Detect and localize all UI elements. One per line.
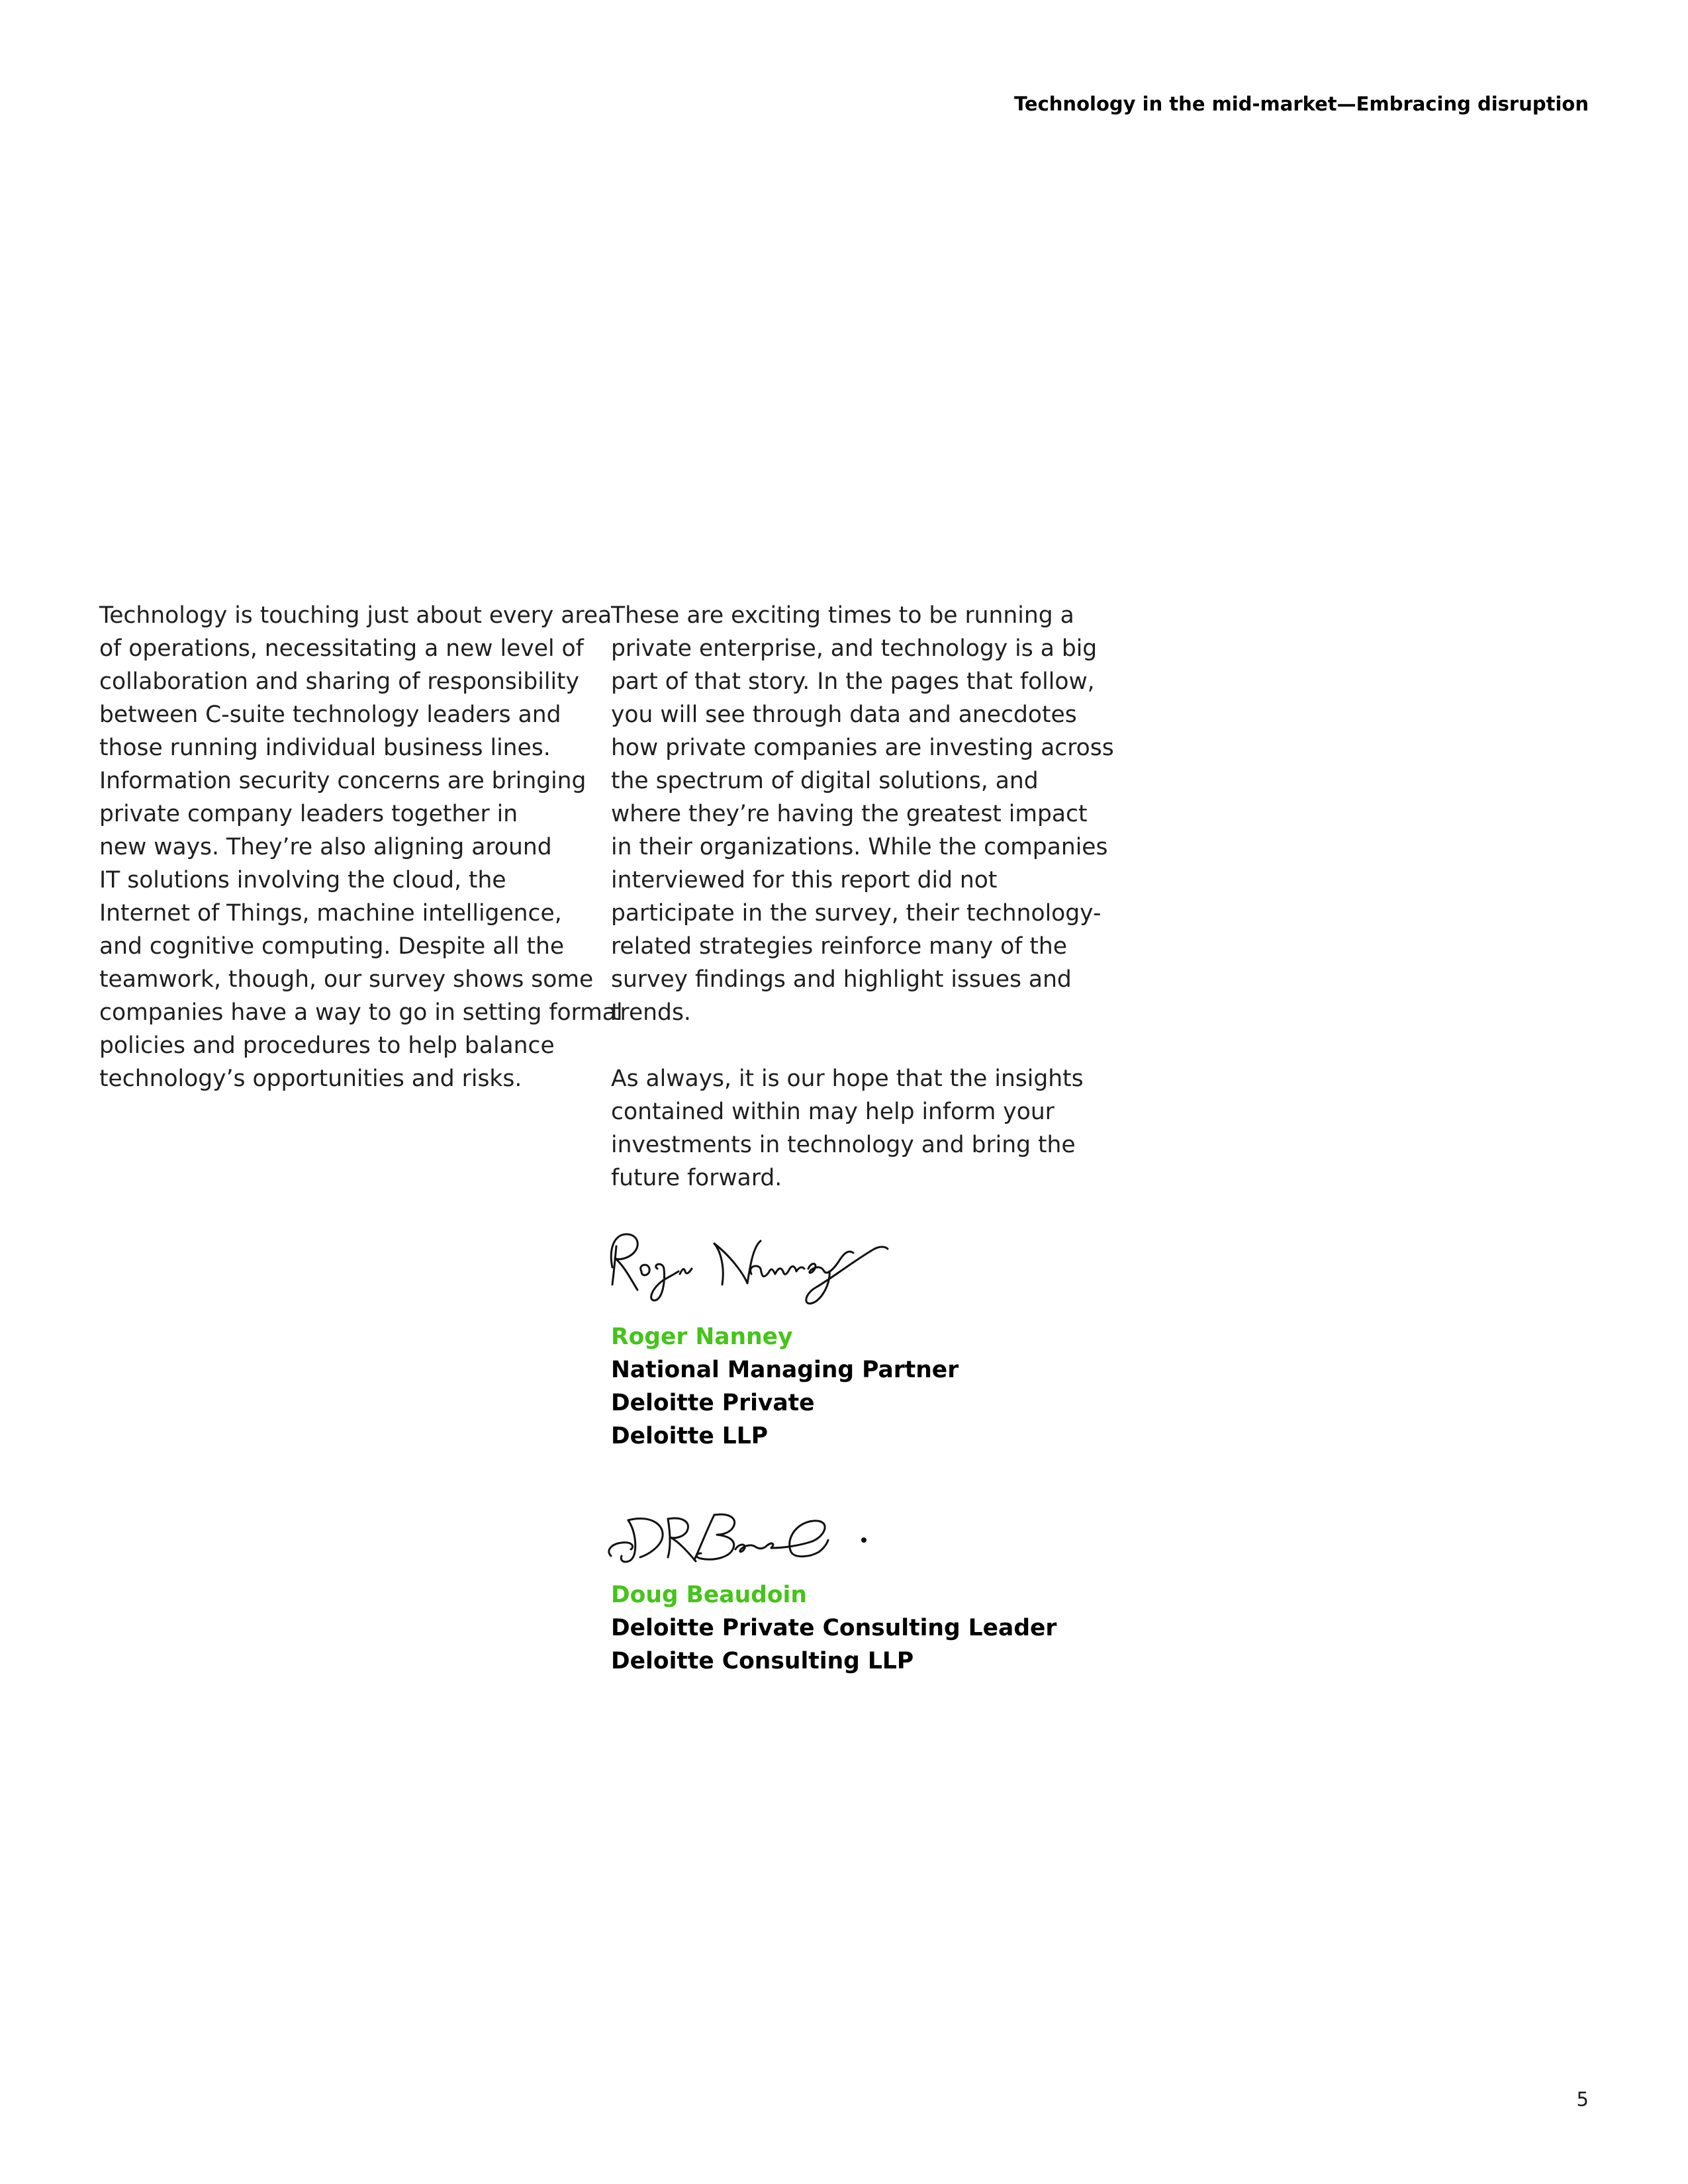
- body-line: investments in technology and bring the: [611, 1132, 1076, 1158]
- body-line: between C-suite technology leaders and: [99, 702, 561, 728]
- body-line: companies have a way to go in setting formal: [99, 999, 623, 1026]
- body-line: the spectrum of digital solutions, and: [611, 768, 1039, 794]
- body-line: These are exciting times to be running a: [611, 602, 1074, 629]
- signatory-title: Deloitte Private: [611, 1390, 815, 1416]
- body-line: survey findings and highlight issues and: [611, 966, 1072, 993]
- body-line: technology’s opportunities and risks.: [99, 1066, 522, 1092]
- signatory-title: Deloitte Private Consulting Leader: [611, 1615, 1057, 1641]
- left-column: [99, 599, 623, 1095]
- body-line: and cognitive computing. Despite all the: [99, 933, 565, 960]
- body-line: trends.: [611, 999, 691, 1026]
- signatory-title: Deloitte Consulting LLP: [611, 1648, 914, 1674]
- body-line: in their organizations. While the companies: [611, 834, 1108, 860]
- body-line: private company leaders together in: [99, 801, 518, 827]
- body-line: Technology is touching just about every area: [99, 602, 612, 629]
- body-line: contained within may help inform your: [611, 1099, 1055, 1125]
- body-line: new ways. They’re also aligning around: [99, 834, 552, 860]
- paragraph-intro: [611, 599, 1114, 1029]
- signatory-title: National Managing Partner: [611, 1357, 959, 1383]
- signatory-name: Roger Nanney: [611, 1324, 793, 1350]
- body-line: IT solutions involving the cloud, the: [99, 867, 506, 893]
- body-line: As always, it is our hope that the insights: [611, 1066, 1084, 1092]
- body-line: collaboration and sharing of responsibility: [99, 668, 580, 695]
- body-line: where they’re having the greatest impact: [611, 801, 1088, 827]
- running-header: Technology in the mid-market—Embracing disruption: [1014, 93, 1589, 115]
- paragraph-spacer: [611, 1029, 1101, 1062]
- body-line: those running individual business lines.: [99, 735, 551, 761]
- signatory-title: Deloitte LLP: [611, 1423, 769, 1449]
- body-line: participate in the survey, their technology-: [611, 900, 1102, 927]
- body-line: you will see through data and anecdotes: [611, 702, 1077, 728]
- body-line: interviewed for this report did not: [611, 867, 998, 893]
- right-column: [611, 599, 1114, 1678]
- signature-doug-beaudoin: [602, 1506, 893, 1578]
- body-line: teamwork, though, our survey shows some: [99, 966, 594, 993]
- body-line: policies and procedures to help balance: [99, 1032, 555, 1059]
- body-line: related strategies reinforce many of the: [611, 933, 1068, 960]
- signature-roger-nanney: [602, 1228, 893, 1320]
- body-line: future forward.: [611, 1165, 782, 1191]
- body-line: Information security concerns are bringing: [99, 768, 586, 794]
- body-line: Internet of Things, machine intelligence,: [99, 900, 562, 927]
- body-line: part of that story. In the pages that follow,: [611, 668, 1095, 695]
- body-line: how private companies are investing across: [611, 735, 1114, 761]
- page-number: 5: [1576, 2088, 1589, 2111]
- body-line: private enterprise, and technology is a big: [611, 635, 1098, 662]
- paragraph-closing: [611, 1062, 1101, 1195]
- signatory-name: Doug Beaudoin: [611, 1582, 807, 1608]
- body-line: of operations, necessitating a new level of: [99, 635, 584, 662]
